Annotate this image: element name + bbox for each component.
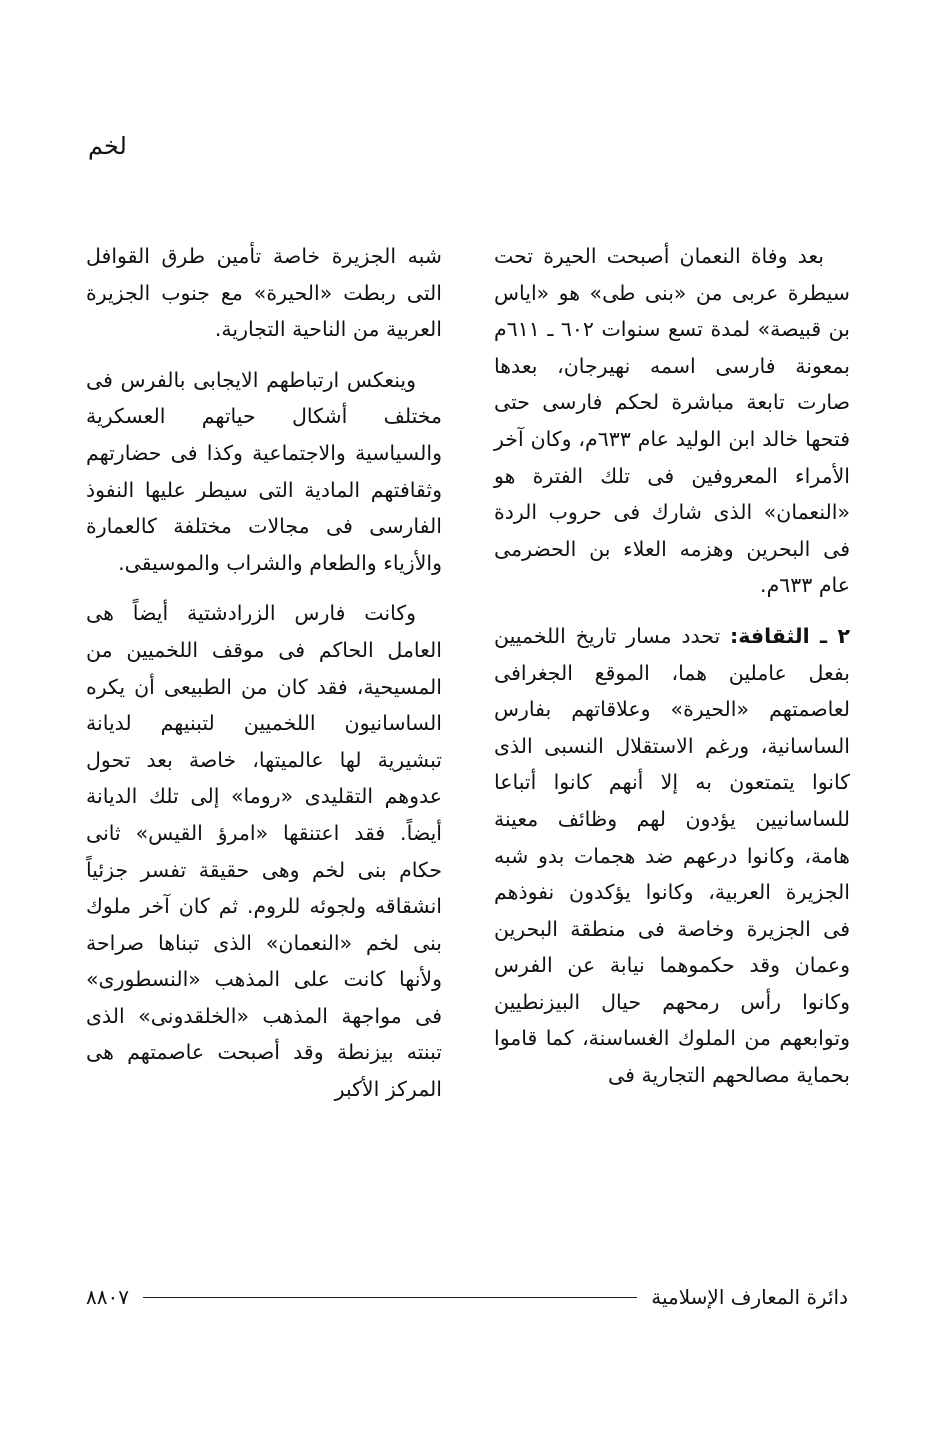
paragraph bbox=[494, 238, 850, 604]
page-footer bbox=[86, 1280, 848, 1314]
running-head: لخم bbox=[88, 132, 127, 160]
paragraph bbox=[86, 362, 442, 582]
paragraph bbox=[86, 238, 442, 348]
right-column bbox=[494, 238, 850, 1108]
section-paragraph bbox=[494, 618, 850, 1094]
paragraph-text: بعد وفاة النعمان أصبحت الحيرة تحت سيطرة عربى من «بنى طى» هو «اياس بن قبيصة» لمدة تسع سنوات ٦٠٢ ـ ٦١١م بمعونة فارسى اسمه نهيرجان، بعدها صارت تابعة مباشرة لحكم فارسى حتى فتحها خالد ابن الوليد عام ٦٣٣م، وكان آخر الأمراء المعروفين فى تلك الفترة هو «النعمان» الذى شارك فى حروب الردة فى البحرين وهزمه العلاء بن الحضرمى عام ٦٣٣م. bbox=[494, 244, 851, 598]
encyclopedia-title: دائرة المعارف الإسلامية bbox=[651, 1285, 848, 1309]
paragraph bbox=[86, 595, 442, 1107]
section-heading: ٢ ـ الثقافة: bbox=[730, 623, 850, 648]
paragraph-text: شبه الجزيرة خاصة تأمين طرق القوافل التى ربطت «الحيرة» مع جنوب الجزيرة العربية من الناحية التجارية. bbox=[86, 244, 442, 342]
paragraph-text: وكانت فارس الزرادشتية أيضاً هى العامل الحاكم فى موقف اللخميين من المسيحية، فقد كان من الطبيعى أن يكره الساسانيون اللخميين لتبنيهم لديانة تبشيرية لها عالميتها، خاصة بعد تحول عدوهم التقليدى «روما» إلى تلك الديانة أيضاً. فقد اعتنقها «امرؤ القيس» ثانى حكام بنى لخم وهى حقيقة تفسر جزئياً انشقاقه ولجوئه للروم. ثم كان آخر ملوك بنى لخم «النعمان» الذى تبناها صراحة ولأنها كانت على المذهب «النسطورى» فى مواجهة المذهب «الخلقدونى» الذى تبنته بيزنطة وقد أصبحت عاصمتهم هى المركز الأكبر bbox=[86, 601, 442, 1102]
page-number: ٨٨٠٧ bbox=[86, 1285, 129, 1309]
footer-rule bbox=[143, 1297, 637, 1298]
section-text: تحدد مسار تاريخ اللخميين بفعل عاملين هما، الموقع الجغرافى لعاصمتهم «الحيرة» وعلاقاتهم بفارس الساسانية، ورغم الاستقلال النسبى الذى كانوا يتمتعون به إلا أنهم كانوا أتباعا للساسانيين يؤدون لهم وظائف معينة هامة، وكانوا درعهم ضد هجمات بدو شبه الجزيرة العربية، وكانوا يؤكدون نفوذهم فى الجزيرة وخاصة فى منطقة البحرين وعمان وقد حكموهما نيابة عن الفرس وكانوا رأس رمحهم حيال البيزنطيين وتوابعهم من الملوك الغساسنة، كما قاموا بحماية مصالحهم التجارية فى bbox=[494, 623, 850, 1088]
paragraph-text: وينعكس ارتباطهم الايجابى بالفرس فى مختلف أشكال حياتهم العسكرية والسياسية والاجتماعية وكذا فى حضارتهم وثقافتهم المادية التى سيطر عليها النفوذ الفارسى فى مجالات مختلفة كالعمارة والأزياء والطعام والشراب والموسيقى. bbox=[86, 367, 442, 575]
left-column bbox=[86, 238, 442, 1122]
